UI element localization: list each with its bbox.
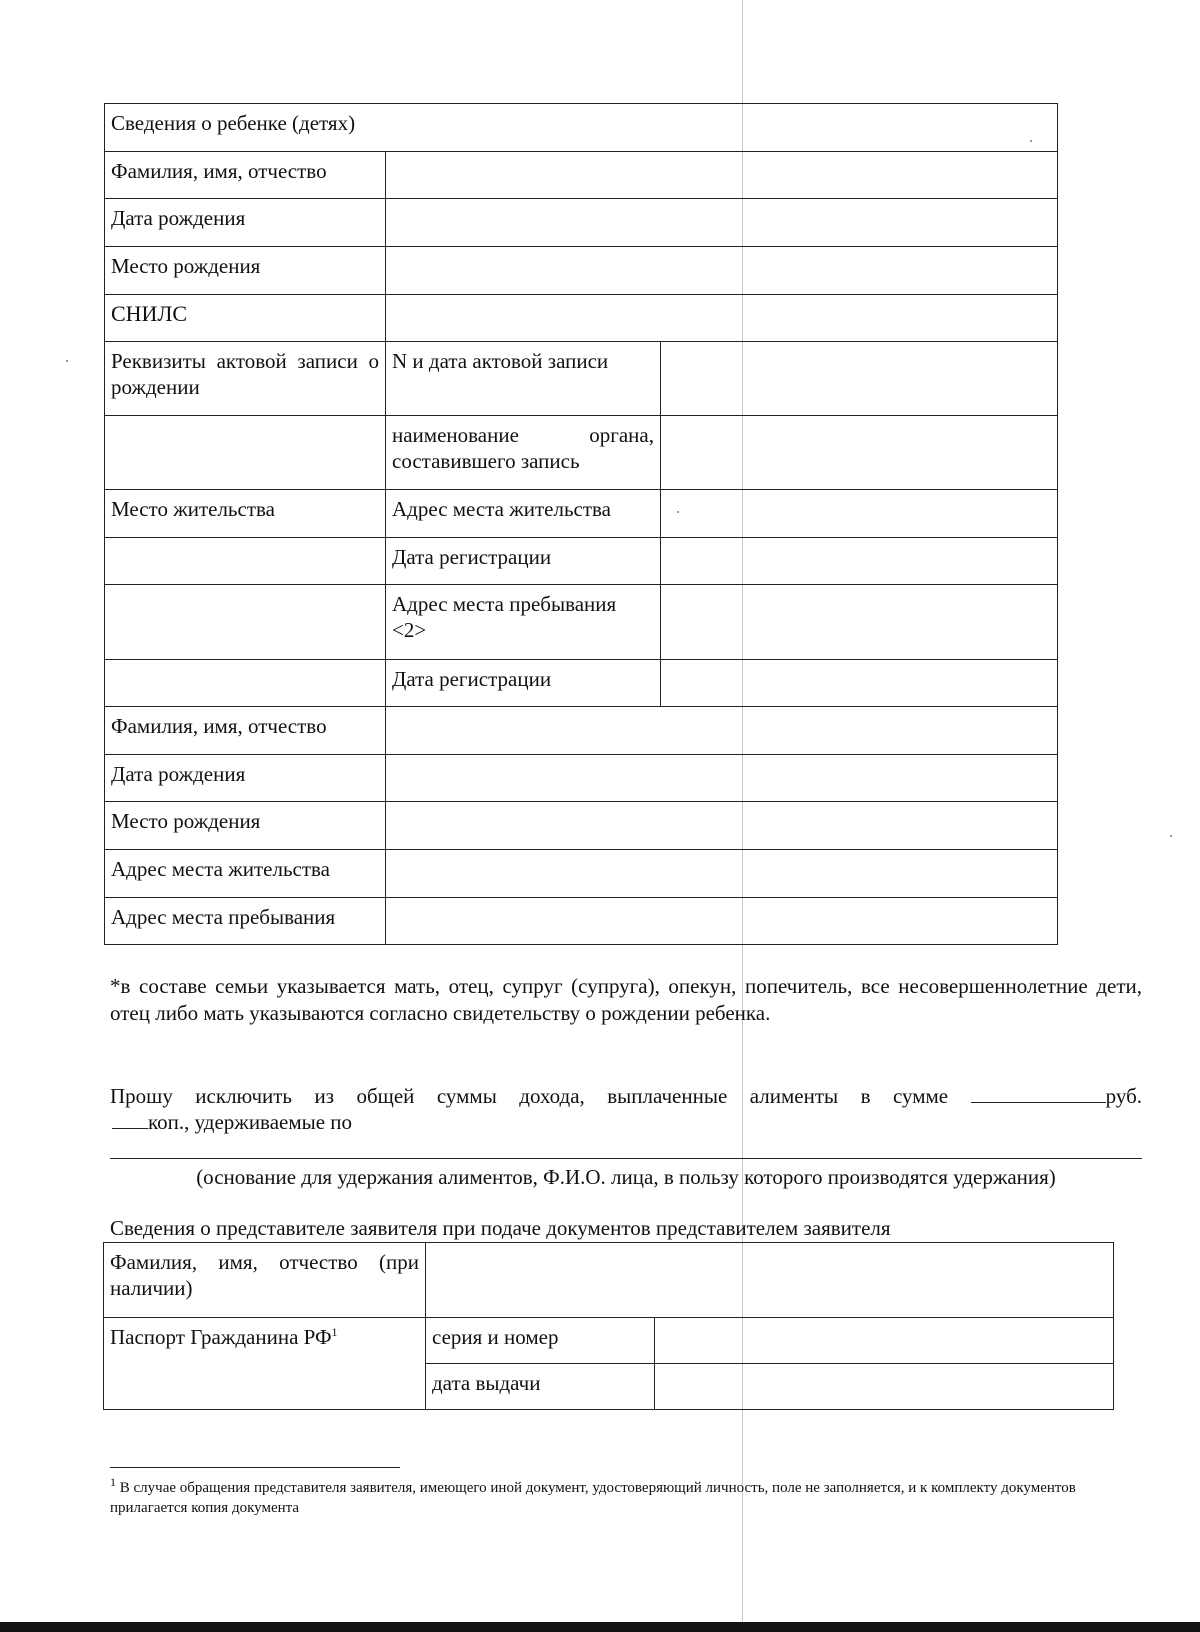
second-birth-date-value[interactable] (386, 755, 1058, 802)
registration-date-label: Дата регистрации (386, 538, 661, 585)
second-residence-address-label: Адрес места жительства (105, 850, 386, 898)
residence-label: Место жительства (105, 490, 386, 538)
empty-cell (105, 538, 386, 585)
second-residence-address-value[interactable] (386, 850, 1058, 898)
child-fio-label: Фамилия, имя, отчество (105, 152, 386, 199)
second-fio-label: Фамилия, имя, отчество (105, 707, 386, 755)
child-info-table (104, 103, 1058, 945)
alimony-line-2 (112, 1108, 352, 1135)
footnote-mark: 1 (110, 1475, 116, 1489)
family-composition-note (110, 973, 1142, 1027)
child-birth-date-value[interactable] (386, 199, 1058, 247)
residence-address-value[interactable] (661, 490, 1058, 538)
child-birth-place-value[interactable] (386, 247, 1058, 295)
residence-address-label: Адрес места жительства (386, 490, 661, 538)
alimony-request-text: Прошу исключить из общей суммы дохода, выплаченные алименты в сумме (110, 1084, 949, 1108)
alimony-basis-caption: (основание для удержания алиментов, Ф.И.О. лица, в пользу которого производятся удержания) (196, 1165, 1056, 1189)
child-birth-place-label: Место рождения (105, 247, 386, 295)
scan-speck (1170, 835, 1172, 837)
second-birth-place-label: Место рождения (105, 802, 386, 850)
empty-cell (105, 585, 386, 660)
passport-label: Паспорт Гражданина РФ (110, 1325, 332, 1349)
series-number-value[interactable] (655, 1318, 1114, 1364)
scan-bottom-edge (0, 1622, 1200, 1632)
empty-cell (105, 660, 386, 707)
kop-label: коп., удерживаемые по (148, 1110, 353, 1134)
rep-fio-label: Фамилия, имя, отчество (при наличии) (104, 1243, 426, 1318)
issue-date-value[interactable] (655, 1364, 1114, 1410)
record-authority-value[interactable] (661, 416, 1058, 490)
birth-record-requisites-label: Реквизиты актовой записи о рождении (105, 342, 386, 416)
empty-cell (105, 416, 386, 490)
registration-date-value[interactable] (661, 538, 1058, 585)
alimony-basis-line[interactable] (110, 1158, 1142, 1159)
passport-label-cell (104, 1318, 426, 1410)
second-birth-date-label: Дата рождения (105, 755, 386, 802)
child-info-header: Сведения о ребенке (детях) (105, 104, 1058, 152)
stay-registration-date-label: Дата регистрации (386, 660, 661, 707)
child-snils-value[interactable] (386, 295, 1058, 342)
scan-speck (66, 360, 68, 362)
stay-address-value[interactable] (661, 585, 1058, 660)
footnote-separator (110, 1467, 400, 1468)
footnote (110, 1475, 1130, 1518)
note-text: *в составе семьи указывается мать, отец, супруг (супруга), опекун, попечитель, все несовершеннолетние дети, отец либо мать указываются согласно свидетельству о рождении ребенка. (110, 974, 1142, 1025)
second-stay-address-label: Адрес места пребывания (105, 898, 386, 945)
second-fio-value[interactable] (386, 707, 1058, 755)
alimony-kop-field[interactable] (112, 1108, 148, 1129)
child-birth-date-label: Дата рождения (105, 199, 386, 247)
representative-table (103, 1242, 1114, 1410)
rub-label: руб. (1105, 1084, 1143, 1108)
stay-registration-date-value[interactable] (661, 660, 1058, 707)
record-authority-label: наименование органа, составившего запись (386, 416, 661, 490)
child-snils-label: СНИЛС (105, 295, 386, 342)
stay-address-label: Адрес места пребывания <2> (386, 585, 661, 660)
second-stay-address-value[interactable] (386, 898, 1058, 945)
record-number-date-value[interactable] (661, 342, 1058, 416)
child-fio-value[interactable] (386, 152, 1058, 199)
rep-fio-value[interactable] (426, 1243, 1114, 1318)
footnote-text: В случае обращения представителя заявителя, имеющего иной документ, удостоверяющий личность, поле не заполняется, и к комплекту документов прилагается копия документа (110, 1480, 1076, 1516)
series-number-label: серия и номер (426, 1318, 655, 1364)
second-birth-place-value[interactable] (386, 802, 1058, 850)
record-number-date-label: N и дата актовой записи (386, 342, 661, 416)
issue-date-label: дата выдачи (426, 1364, 655, 1410)
passport-footnote-mark: 1 (331, 1325, 338, 1339)
alimony-line-1 (110, 1082, 1142, 1109)
representative-title: Сведения о представителе заявителя при подаче документов представителем заявителя (110, 1216, 891, 1240)
alimony-rub-field[interactable] (971, 1082, 1106, 1103)
